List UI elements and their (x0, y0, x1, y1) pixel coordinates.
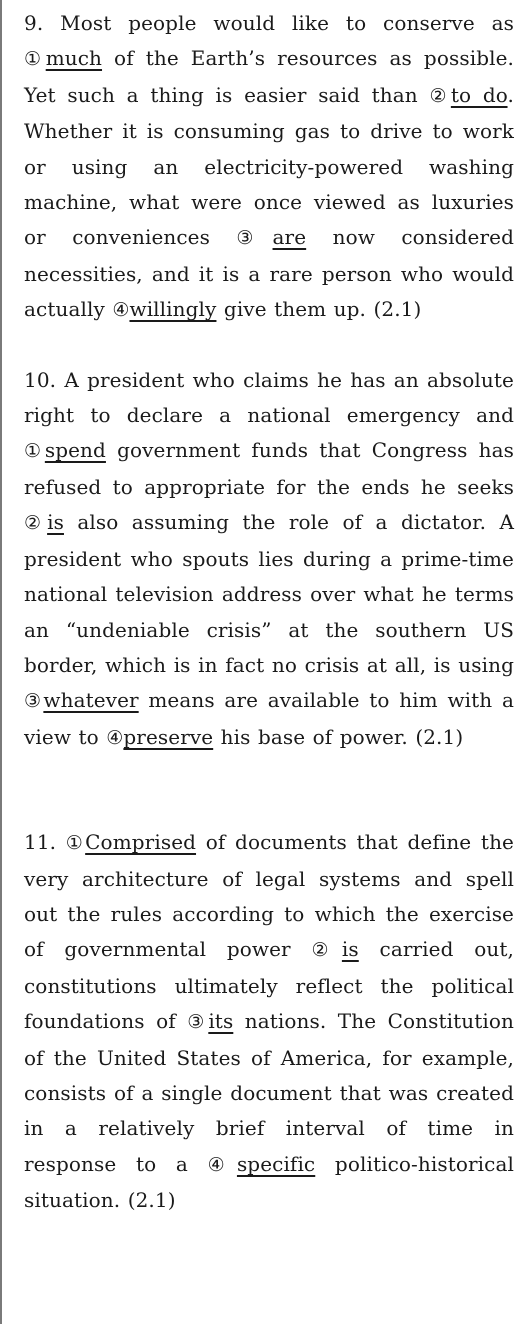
source-code: (2.1) (373, 297, 422, 322)
left-margin-rule (0, 0, 2, 1324)
passage-text: carried out, constitutions ultimately reflect the political foundations of (24, 937, 514, 1034)
underlined-choice-2: to do (450, 82, 508, 107)
underlined-choice-1: spend (44, 438, 106, 463)
underlined-choice-1: Comprised (85, 830, 197, 855)
choice-marker-1: ① (24, 440, 45, 463)
choice-marker-2: ② (311, 939, 342, 962)
passage-text (56, 830, 66, 854)
passage-text: Most people would like to conserve as (43, 11, 514, 35)
underlined-choice-2: is (47, 510, 64, 535)
passage-text: means are available to him with a view to (24, 688, 514, 749)
question-number: 9. (24, 11, 44, 35)
underlined-choice-3: its (208, 1009, 234, 1034)
choice-marker-2: ② (429, 84, 451, 107)
source-code: (2.1) (127, 1188, 176, 1213)
passage-text: . Whether it is consuming gas to drive to work or using an electricity-powered washing machine, what were once viewed as luxuries or conveniences (24, 82, 514, 250)
underlined-choice-3: whatever (43, 688, 139, 713)
choice-marker-3: ③ (187, 1011, 209, 1034)
passage-text: politico-historical situation. (24, 1151, 514, 1213)
underlined-choice-4: preserve (123, 724, 214, 749)
passage-text: give them up. (216, 297, 374, 322)
passage-text: A president who claims he has an absolute right to declare a national emergency and (24, 367, 514, 428)
question-10 (24, 363, 514, 756)
choice-marker-1: ① (65, 832, 86, 855)
underlined-choice-3: are (272, 225, 307, 250)
underlined-choice-1: much (45, 46, 103, 71)
underlined-choice-4: specific (236, 1151, 316, 1176)
underlined-choice-4: willingly (129, 297, 217, 322)
question-number: 11. (24, 830, 57, 855)
source-code: (2.1) (415, 724, 464, 749)
question-9 (24, 6, 514, 329)
passage-text: his base of power. (213, 724, 416, 749)
passage-text: of the Earth’s resources as possible. Yet such a thing is easier said than (24, 46, 514, 107)
choice-marker-3: ③ (24, 690, 44, 713)
choice-marker-3: ③ (236, 227, 273, 250)
passage-text: also assuming the role of a dictator. A president who spouts lies during a prime-time national television address over what he terms an “undeniable crisis” at the southern US border, which is in fact no crisis at all, is using (24, 510, 514, 677)
choice-marker-2: ② (24, 512, 48, 535)
underlined-choice-2: is (341, 937, 359, 962)
passage-text: now considered necessities, and it is a rare person who would actually (24, 225, 514, 322)
passage-text: of documents that define the very architecture of legal systems and spell out the rules according to which the exercise of governmental power (24, 830, 514, 962)
choice-marker-4: ④ (112, 299, 130, 322)
question-11 (24, 825, 514, 1218)
question-list (24, 6, 514, 1239)
choice-marker-1: ① (24, 48, 46, 71)
choice-marker-4: ④ (207, 1153, 237, 1176)
choice-marker-4: ④ (106, 726, 124, 749)
question-number: 10. (24, 367, 57, 392)
passage-text: nations. The Constitution of the United States of America, for example, consists of a single document that was created in a relatively brief interval of time in response to a (24, 1009, 514, 1176)
passage-text: government funds that Congress has refused to appropriate for the ends he seeks (24, 438, 514, 499)
